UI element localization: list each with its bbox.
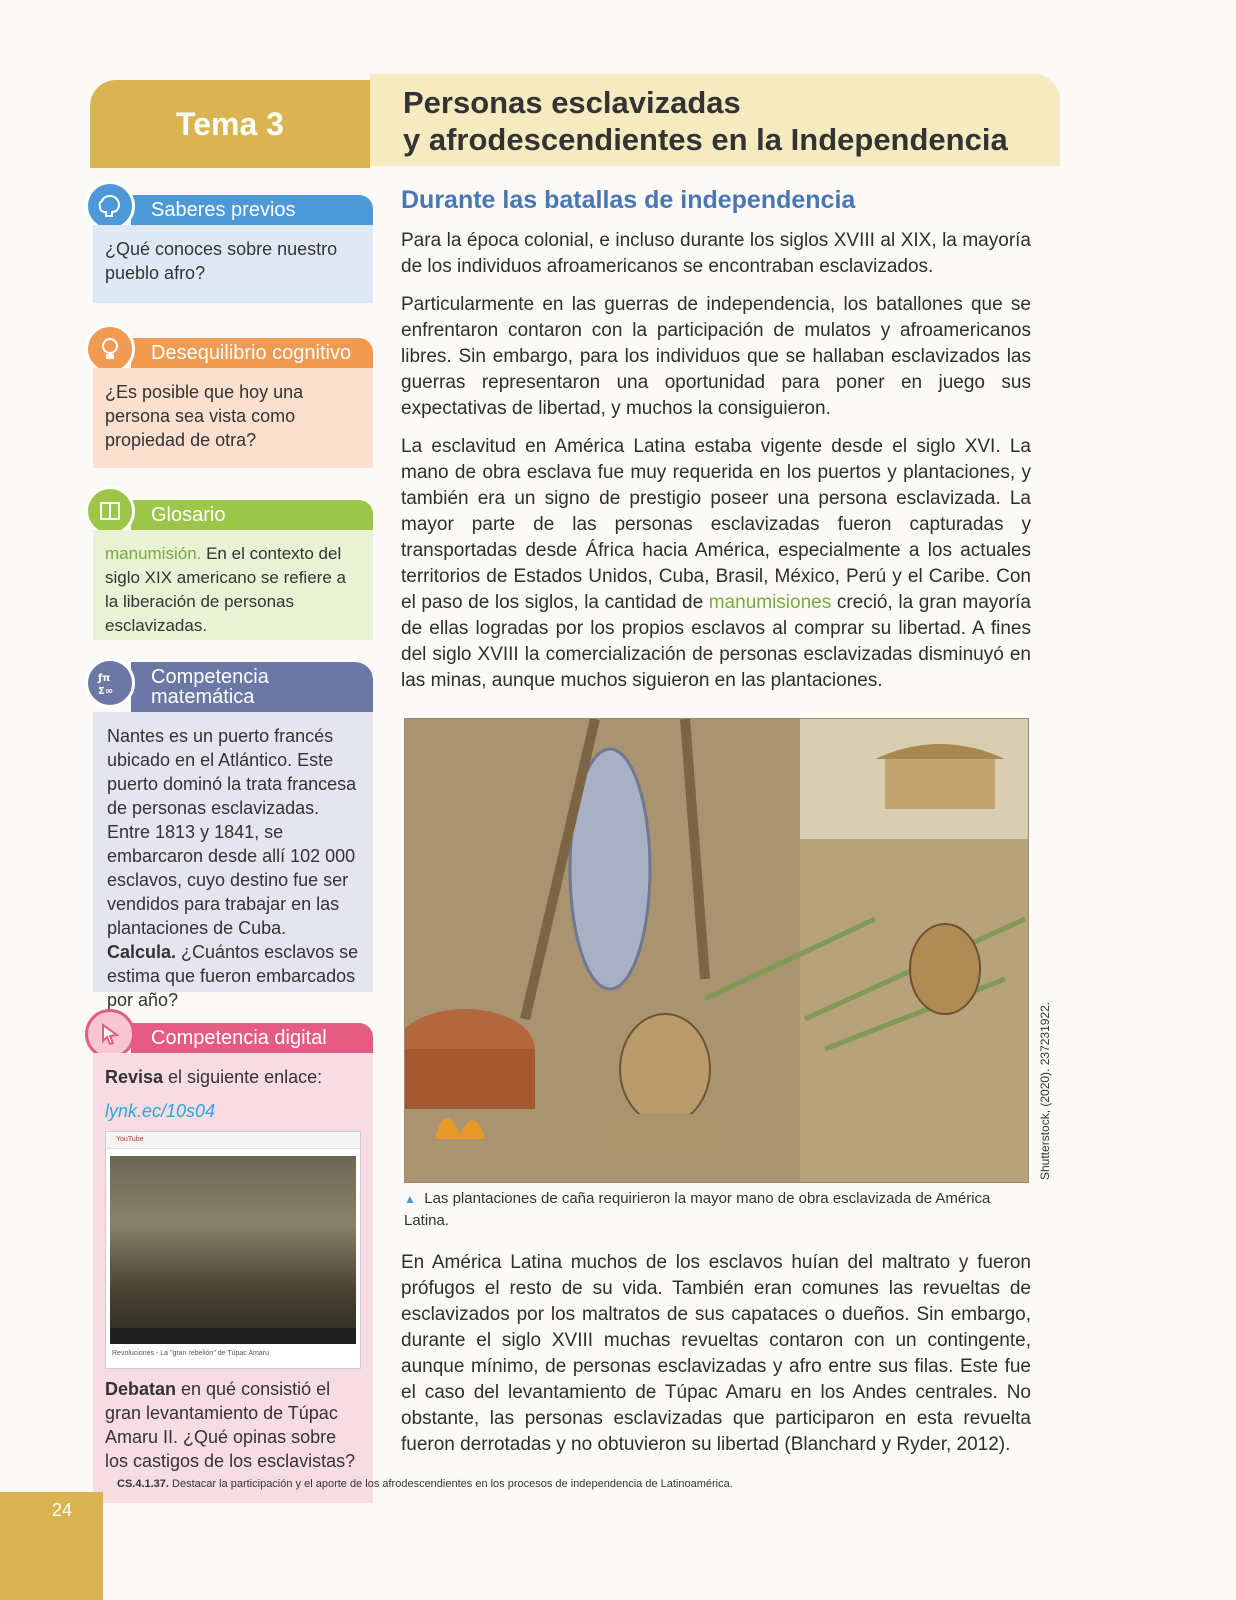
glosario-title: Glosario (131, 500, 373, 530)
desequilibrio-cognitivo-title: Desequilibrio cognitivo (131, 338, 373, 368)
video-caption: Revoluciones - La "gran rebelión" de Túpac Amaru (112, 1350, 269, 1357)
svg-text:Σ∞: Σ∞ (98, 686, 114, 697)
saberes-previos-text: ¿Qué conoces sobre nuestro pueblo afro? (93, 225, 373, 303)
paragraph-4: En América Latina muchos de los esclavos huían del maltrato y fueron prófugos el resto de su vida. También eran comunes las revueltas de esclavizados por los maltratos de sus capataces o dueños. Sin embargo, durante el siglo XVIII muchas revueltas contaron con un contingente, aunque mínimo, de personas esclavizadas y afro entre sus filas. Este fue el caso del levantamiento de Túpac Amaru en los Andes centrales. No obstante, las personas esclavizadas que participaron en esta revuelta fueron derrotadas y no obtuvieron su libertad (Blanchard y Ryder, 2012). (401, 1252, 1031, 1455)
glosario-term: manumisión. (105, 544, 202, 563)
topic-tab (90, 80, 370, 168)
topic-label: Tema 3 (176, 105, 284, 142)
video-link[interactable]: lynk.ec/10s04 (105, 1101, 216, 1121)
paragraph-3-after: creció, la gran mayoría de ellas logradas por los propios esclavos al comprar su libertad. A fines del siglo XVIII la comercialización de personas esclavizadas disminuyó en las minas, aunque muchos siguieron en las plantaciones. (401, 592, 1031, 691)
matematica-text-after: ¿Cuántos esclavos se estima que fueron embarcados por año? (107, 942, 359, 1010)
desequilibrio-cognitivo-text: ¿Es posible que hoy una persona sea vista como propiedad de otra? (93, 368, 373, 468)
paragraph-1: Para la época colonial, e incluso durante los siglos XVIII al XIX, la mayoría de los individuos afroamericanos se encontraban esclavizados. (401, 230, 1031, 277)
standard-text: Destacar la participación y el aporte de los afrodescendientes en los procesos de independencia de Latinoamérica. (168, 1478, 733, 1490)
sugar-plantation-illustration (404, 718, 1029, 1183)
paragraph-2: Particularmente en las guerras de independencia, los batallones que se enfrentaron contaron con la participación de mulatos y afroamericanos libres. Sin embargo, para los individuos que se hallaban esclavizados las guerras representaron una oportunidad para poner en juego sus expectativas de libertad, y muchos la consiguieron. (401, 294, 1031, 419)
curriculum-standard (117, 1478, 733, 1490)
competencia-matematica-title (131, 662, 373, 712)
competencia-digital-title: Competencia digital (131, 1023, 373, 1053)
video-site-bar: YouTube (106, 1132, 360, 1149)
glosario-definition (93, 530, 373, 640)
cursor-icon (85, 1009, 135, 1059)
svg-text:ƒπ: ƒπ (98, 673, 111, 684)
paragraph-3 (401, 434, 1031, 694)
math-symbols-icon (85, 658, 135, 708)
saberes-previos-box (93, 195, 373, 303)
brain-icon (85, 181, 135, 231)
figure-caption (404, 1188, 1024, 1232)
matematica-bold: Calcula. (107, 942, 177, 962)
debatan-bold: Debatan (105, 1379, 177, 1399)
manumisiones-term: manumisiones (708, 592, 832, 613)
competencia-matematica-title-line1: Competencia (151, 666, 269, 688)
standard-code: CS.4.1.37. (117, 1478, 169, 1490)
illustration-drawing (405, 719, 1028, 1182)
lightbulb-icon (85, 324, 135, 374)
revisa-bold: Revisa (105, 1067, 164, 1087)
competencia-digital-body (93, 1053, 373, 1503)
section-heading: Durante las batallas de independencia (401, 186, 856, 214)
image-credit: Shutterstock, (2020). 237231922. (1038, 1001, 1052, 1180)
competencia-matematica-title-line2: matemática (151, 686, 255, 708)
page-title-line2: y afrodescendientes en la Independencia (403, 122, 1008, 157)
competencia-digital-box (93, 1023, 373, 1503)
matematica-text-before: Nantes es un puerto francés ubicado en el Atlántico. Este puerto dominó la trata francesa de personas esclavizadas. Entre 1813 y 1841, se embarcaron desde allí 102 000 esclavos, cuyo destino fue ser vendidos para trabajar en las plantaciones de Cuba. (107, 726, 357, 938)
paragraph-3-before: La esclavitud en América Latina estaba vigente desde el siglo XVI. La mano de obra esclava fue muy requerida en los puertos y plantaciones, y también era un signo de prestigio poseer una persona esclavizada. La mayor parte de las personas esclavizadas fueron capturadas y transportadas desde África hacia América, especialmente a los actuales territorios de Estados Unidos, Cuba, Brasil, México, Perú y el Caribe. Con el paso de los siglos, la cantidad de (401, 436, 1031, 613)
figure-caption-text: Las plantaciones de caña requirieron la mayor mano de obra esclavizada de América Latina. (404, 1190, 991, 1229)
saberes-previos-title: Saberes previos (131, 195, 373, 225)
competencia-matematica-box (93, 662, 373, 1010)
triangle-icon: ▲ (404, 1192, 416, 1206)
book-icon (85, 486, 135, 536)
debatan-body: en qué consistió el gran levantamiento de Túpac Amaru II. ¿Qué opinas sobre los castigos de los esclavistas? (105, 1379, 356, 1471)
video-frame[interactable] (110, 1156, 356, 1344)
glosario-box (93, 500, 373, 640)
page-title-line1: Personas esclavizadas (403, 85, 741, 120)
video-thumbnail[interactable] (105, 1131, 361, 1369)
glosario-definition-text: En el contexto del siglo XIX americano se refiere a la liberación de personas esclavizadas. (105, 544, 346, 635)
page-title (403, 84, 1043, 158)
debatan-text (105, 1377, 359, 1473)
revisa-line (105, 1065, 359, 1089)
competencia-matematica-text (93, 712, 373, 1010)
revisa-text: el siguiente enlace: (163, 1067, 323, 1087)
desequilibrio-cognitivo-box (93, 338, 373, 468)
page-number: 24 (52, 1500, 73, 1520)
